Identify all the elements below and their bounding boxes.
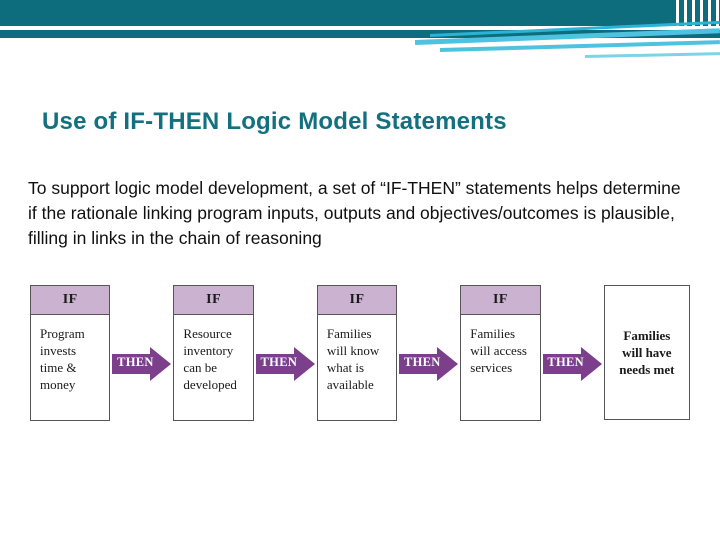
flow-node bbox=[317, 285, 397, 421]
flow-connector bbox=[254, 285, 317, 445]
flow-connector-label: THEN bbox=[547, 355, 584, 369]
flow-node-text: Program invests time & money bbox=[40, 326, 85, 392]
flow-connector-label: THEN bbox=[260, 355, 298, 369]
flow-node-text: Families will have needs met bbox=[619, 328, 675, 377]
flow-node-header: IF bbox=[174, 286, 252, 315]
slide-banner bbox=[0, 0, 720, 58]
slide-body-text: To support logic model development, a set of “IF-THEN” statements helps determine if the rationale linking program inputs, outputs and objectives/outcomes is plausible, filling in links in the chain of reasoning bbox=[28, 178, 681, 248]
flow-node-text: Families will know what is available bbox=[326, 326, 380, 392]
flow-node bbox=[30, 285, 110, 421]
flow-connector-label: THEN bbox=[117, 355, 154, 369]
flow-connector-label: THEN bbox=[403, 355, 441, 369]
flow-node bbox=[460, 285, 540, 421]
flow-node-final bbox=[604, 285, 690, 420]
banner-teal-bar bbox=[0, 0, 720, 26]
flow-connector bbox=[541, 285, 604, 445]
page-title: Use of IF-THEN Logic Model Statements bbox=[42, 108, 507, 135]
flow-connector bbox=[110, 285, 173, 445]
flow-chain bbox=[30, 285, 690, 445]
banner-ribbon bbox=[585, 52, 720, 58]
flow-connector bbox=[397, 285, 460, 445]
flow-node-header: IF bbox=[461, 286, 539, 315]
logic-model-diagram bbox=[30, 285, 690, 445]
flow-node bbox=[173, 285, 253, 421]
flow-node-header: IF bbox=[318, 286, 396, 315]
flow-node-header: IF bbox=[31, 286, 109, 315]
flow-node-text: Resource inventory can be developed bbox=[183, 326, 237, 392]
flow-node-text: Families will access services bbox=[470, 326, 527, 375]
